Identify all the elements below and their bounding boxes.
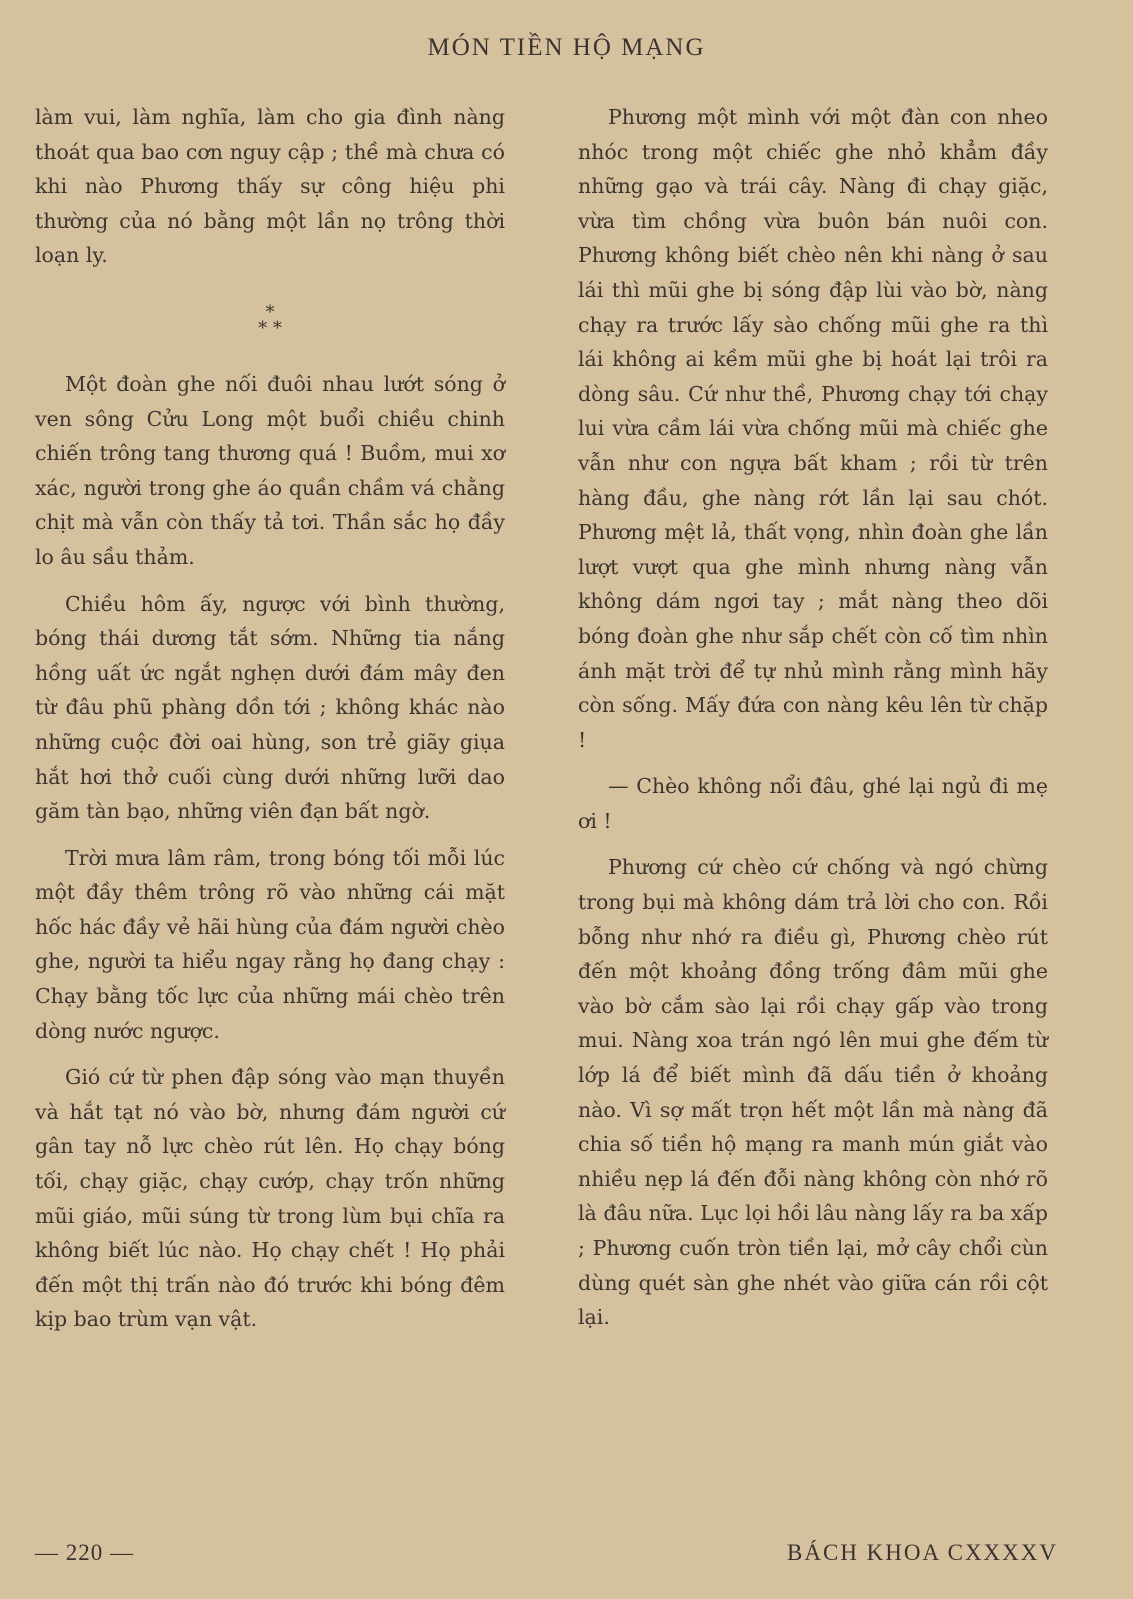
asterism-bottom: * *	[258, 317, 282, 339]
paragraph: Gió cứ từ phen đập sóng vào mạn thuyền và hắt tạt nó vào bờ, nhưng đám người cứ gân tay nỗ lực chèo rút lên. Họ chạy bóng tối, chạy giặc, chạy cướp, chạy trốn những mũi giáo, mũi súng từ trong lùm bụi chĩa ra không biết lúc nào. Họ chạy chết ! Họ phải đến một thị trấn nào đó trước khi bóng đêm kịp bao trùm vạn vật.	[35, 1065, 505, 1332]
paragraph: Chiều hôm ấy, ngược với bình thường, bóng thái dương tắt sớm. Những tia nắng hồng uất ức ngắt nghẹn dưới đám mây đen từ đâu phũ phàng dồn tới ; không khác nào những cuộc đời oai hùng, son trẻ giãy giụa hắt hơi thở cuối cùng dưới những lưỡi dao găm tàn bạo, những viên đạn bất ngờ.	[35, 591, 505, 824]
dialogue-line: — Chèo không nổi đâu, ghé lại ngủ đi mẹ ơi !	[578, 774, 1048, 833]
publication-name: BÁCH KHOA CXXXXV	[787, 1540, 1058, 1565]
paragraph: Phương một mình với một đàn con nheo nhóc trong một chiếc ghe nhỏ khẳm đầy những gạo và trái cây. Nàng đi chạy giặc, vừa tìm chồng vừa buôn bán nuôi con. Phương không biết chèo nên khi nàng ở sau lái thì mũi ghe bị sóng đập lùi vào bờ, nàng chạy ra trước lấy sào chống mũi ghe ra thì lái không ai kềm mũi ghe bị hoát lại trôi ra dòng sâu. Cứ như thề, Phương chạy tới chạy lui vừa cầm lái vừa chống mũi mà chiếc ghe vẫn như con ngựa bất kham ; rồi từ trên hàng đầu, ghe nàng rớt lần lại sau chót. Phương mệt lả, thất vọng, nhìn đoàn ghe lần lượt vượt qua ghe mình nhưng nàng vẫn không dám ngơi tay ; mắt nàng theo dõi bóng đoàn ghe như sắp chết còn cố tìm nhìn ánh mặt trời để tự nhủ mình rằng mình hãy còn sống. Mấy đứa con nàng kêu lên từ chặp !	[578, 105, 1048, 752]
paragraph: Phương cứ chèo cứ chống và ngó chừng trong bụi mà không dám trả lời cho con. Rồi bỗng như nhớ ra điều gì, Phương chèo rút đến một khoảng đồng trống đâm mũi ghe vào bờ cắm sào lại rồi chạy gấp vào trong mui. Nàng xoa trán ngó lên mui ghe đếm từ lớp lá để biết mình đã dấu tiền ở khoảng nào. Vì sợ mất trọn hết một lần mà nàng đã chia số tiền hộ mạng ra manh mún giắt vào nhiều nẹp lá đến đỗi nàng không còn nhớ rõ là đâu nữa. Lục lọi hồi lâu nàng lấy ra ba xấp ; Phương cuốn tròn tiền lại, mở cây chổi cùn dùng quét sàn ghe nhét vào giữa cán rồi cột lại.	[578, 855, 1048, 1330]
section-break-asterism	[35, 301, 505, 339]
paragraph: Trời mưa lâm râm, trong bóng tối mỗi lúc một đầy thêm trông rõ vào những cái mặt hốc hác đầy vẻ hãi hùng của đám người chèo ghe, người ta hiểu ngay rằng họ đang chạy : Chạy bằng tốc lực của những mái chèo trên dòng nước ngược.	[35, 845, 505, 1043]
running-title: MÓN TIỀN HỘ MẠNG	[427, 34, 706, 61]
paragraph: Một đoàn ghe nối đuôi nhau lướt sóng ở ven sông Cửu Long một buổi chiều chinh chiến trông tang thương quá ! Buồm, mui xơ xác, người trong ghe áo quần chầm vá chằng chịt mà vẫn còn thấy tả tơi. Thần sắc họ đầy lo âu sầu thảm.	[35, 371, 505, 569]
asterism-top: *	[265, 301, 275, 323]
left-column	[35, 100, 505, 1337]
paragraph: làm vui, làm nghĩa, làm cho gia đình nàng thoát qua bao cơn nguy cập ; thề mà chưa có khi nào Phương thấy sự công hiệu phi thường của nó bằng một lần nọ trông thời loạn ly.	[35, 105, 505, 268]
page-number: — 220 —	[35, 1540, 134, 1565]
right-column	[578, 100, 1048, 1335]
